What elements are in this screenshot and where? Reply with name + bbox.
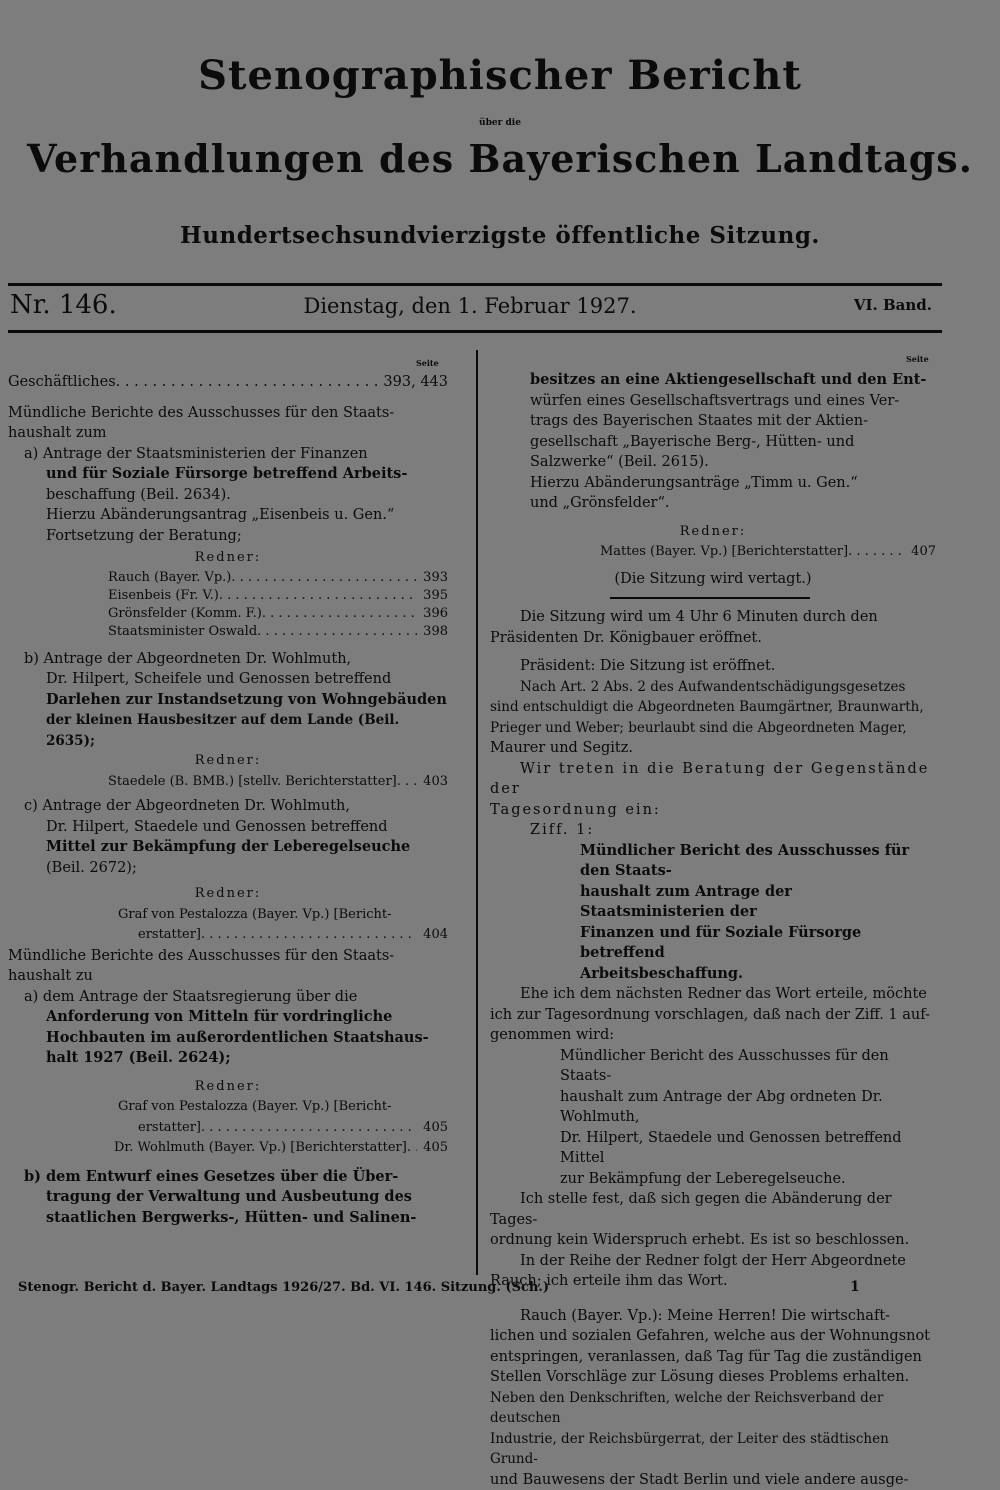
- agenda-item-b: Darlehen zur Instandsetzung von Wohngebäuden: [8, 690, 448, 711]
- agenda-item-b: Dr. Hilpert, Scheifele und Genossen betreffend: [8, 669, 448, 690]
- redner-heading: Redner:: [8, 548, 448, 569]
- body-text: genommen wird:: [490, 1025, 936, 1046]
- inserted-item: [490, 1046, 936, 1190]
- text-line: Hierzu Abänderungsanträge „Timm u. Gen.“: [530, 473, 936, 494]
- opening-text: Die Sitzung wird um 4 Uhr 6 Minuten durch den: [490, 607, 936, 628]
- column-divider: [476, 350, 478, 1275]
- speech-text: Rauch (Bayer. Vp.): Meine Herren! Die wirtschaft-: [490, 1306, 936, 1327]
- left-column: [8, 372, 448, 1228]
- toc-entry: Geschäftliches . . . 393, 443: [8, 372, 448, 393]
- text-line: Finanzen und für Soziale Fürsorge betreffend: [580, 923, 936, 964]
- president-statement: Nach Art. 2 Abs. 2 des Aufwandentschädigungsgesetzes: [490, 677, 936, 698]
- agenda-item-2a: halt 1927 (Beil. 2624);: [8, 1048, 448, 1069]
- speaker-list: [8, 569, 448, 641]
- agenda-item-a: und für Soziale Fürsorge betreffend Arbeits-: [8, 464, 448, 485]
- top-rule: [8, 283, 942, 286]
- ziff-label: Ziff. 1:: [490, 820, 936, 841]
- text-line: Mündlicher Bericht des Ausschusses für den Staats-: [560, 1046, 936, 1087]
- speaker-entry: erstatter] . . . 405: [8, 1118, 448, 1139]
- speaker-entry: Graf von Pestalozza (Bayer. Vp.) [Bericht-: [8, 905, 448, 926]
- agenda-continuation: [490, 370, 936, 514]
- agenda-item-c: (Beil. 2672);: [8, 858, 448, 879]
- section-heading: haushalt zum: [8, 423, 448, 444]
- section-heading: Mündliche Berichte des Ausschusses für den Staats-: [8, 403, 448, 424]
- president-statement: sind entschuldigt die Abgeordneten Baumgärtner, Braunwarth,: [490, 697, 936, 718]
- agenda-intro: Tagesordnung ein:: [490, 800, 936, 821]
- right-column: [490, 370, 936, 1490]
- body-text: ich zur Tagesordnung vorschlagen, daß nach der Ziff. 1 auf-: [490, 1005, 936, 1026]
- text-line: und „Grönsfelder“.: [530, 493, 936, 514]
- speech-text: und Bauwesens der Stadt Berlin und viele andere ausge-: [490, 1470, 936, 1490]
- text-line: zur Bekämpfung der Leberegelseuche.: [560, 1169, 936, 1190]
- text-line: gesellschaft „Bayerische Berg-, Hütten- und: [530, 432, 936, 453]
- ziff-text: [490, 841, 936, 985]
- section-heading: Mündliche Berichte des Ausschusses für den Staats-: [8, 946, 448, 967]
- president-statement: Präsident: Die Sitzung ist eröffnet.: [490, 656, 936, 677]
- speaker-entry: Staedele (B. BMB.) [stellv. Berichterstatter] . . . 403: [8, 772, 448, 793]
- section-heading: haushalt zu: [8, 966, 448, 987]
- issue-number: Nr. 146.: [10, 290, 117, 320]
- body-text: In der Reihe der Redner folgt der Herr Abgeordnete: [490, 1251, 936, 1272]
- speaker-entry: Grönsfelder (Komm. F.) . . . 396: [108, 605, 448, 623]
- text-line: Salzwerke“ (Beil. 2615).: [530, 452, 936, 473]
- agenda-item-a: a) Antrage der Staatsministerien der Finanzen: [8, 444, 448, 465]
- president-statement: Maurer und Segitz.: [490, 738, 936, 759]
- document-subtitle: Verhandlungen des Bayerischen Landtags.: [0, 136, 1000, 181]
- text-line: besitzes an eine Aktiengesellschaft und den Ent-: [530, 370, 936, 391]
- body-text: Ehe ich dem nächsten Redner das Wort erteile, möchte: [490, 984, 936, 1005]
- text-line: haushalt zum Antrage der Staatsministerien der: [580, 882, 936, 923]
- seite-label-left: Seite: [416, 358, 439, 368]
- text-line: Dr. Hilpert, Staedele und Genossen betreffend Mittel: [560, 1128, 936, 1169]
- header-bottom-rule: [8, 330, 942, 333]
- speech-text: entspringen, veranlassen, daß Tag für Tag die zuständigen: [490, 1347, 936, 1368]
- speech-text: Stellen Vorschläge zur Lösung dieses Problems erhalten.: [490, 1367, 936, 1388]
- speech-text: Industrie, der Reichsbürgerrat, der Leiter des städtischen Grund-: [490, 1429, 936, 1470]
- agenda-item-a: Hierzu Abänderungsantrag „Eisenbeis u. Gen.“: [8, 505, 448, 526]
- speaker-entry: erstatter] . . . 404: [8, 925, 448, 946]
- agenda-item-2b: staatlichen Bergwerks-, Hütten- und Salinen-: [8, 1208, 448, 1229]
- title-connector: über die: [0, 118, 1000, 128]
- speech-text: Neben den Denkschriften, welche der Reichsverband der deutschen: [490, 1388, 936, 1429]
- text-line: würfen eines Gesellschaftsvertrags und eines Ver-: [530, 391, 936, 412]
- agenda-item-a: beschaffung (Beil. 2634).: [8, 485, 448, 506]
- speaker-entry: Mattes (Bayer. Vp.) [Berichterstatter] . . . 407: [490, 542, 936, 563]
- page-footer: Stenogr. Bericht d. Bayer. Landtags 1926/27. Bd. VI. 146. Sitzung. (Sch.): [18, 1280, 549, 1295]
- agenda-item-2a: a) dem Antrage der Staatsregierung über die: [8, 987, 448, 1008]
- agenda-item-2a: Anforderung von Mitteln für vordringliche: [8, 1007, 448, 1028]
- agenda-item-2a: Hochbauten im außerordentlichen Staatshaus-: [8, 1028, 448, 1049]
- agenda-item-2b: b) dem Entwurf eines Gesetzes über die Über-: [8, 1167, 448, 1188]
- body-text: Rauch; ich erteile ihm das Wort.: [490, 1271, 936, 1292]
- speaker-entry: Staatsminister Oswald . . . 398: [108, 623, 448, 641]
- agenda-item-c: Mittel zur Bekämpfung der Leberegelseuche: [8, 837, 448, 858]
- agenda-item-b: b) Antrage der Abgeordneten Dr. Wohlmuth,: [8, 649, 448, 670]
- section-rule: [610, 597, 810, 599]
- volume-label: VI. Band.: [840, 296, 932, 314]
- issue-date: Dienstag, den 1. Februar 1927.: [300, 294, 640, 318]
- text-line: haushalt zum Antrage der Abg ordneten Dr. Wohlmuth,: [560, 1087, 936, 1128]
- document-title: Stenographischer Bericht: [0, 52, 1000, 99]
- speaker-entry: Dr. Wohlmuth (Bayer. Vp.) [Berichterstatter] . . . 405: [8, 1138, 448, 1159]
- body-text: Ich stelle fest, daß sich gegen die Abänderung der Tages-: [490, 1189, 936, 1230]
- agenda-item-c: Dr. Hilpert, Staedele und Genossen betreffend: [8, 817, 448, 838]
- redner-heading: Redner:: [490, 522, 936, 543]
- president-statement: Prieger und Weber; beurlaubt sind die Abgeordneten Mager,: [490, 718, 936, 739]
- redner-heading: Redner:: [8, 1077, 448, 1098]
- speaker-entry: Eisenbeis (Fr. V.) . . . 395: [108, 587, 448, 605]
- text-line: Arbeitsbeschaffung.: [580, 964, 936, 985]
- body-text: ordnung kein Widerspruch erhebt. Es ist so beschlossen.: [490, 1230, 936, 1251]
- session-title: Hundertsechsundvierzigste öffentliche Sitzung.: [0, 222, 1000, 249]
- agenda-item-a: Fortsetzung der Beratung;: [8, 526, 448, 547]
- agenda-item-b: der kleinen Hausbesitzer auf dem Lande (Beil. 2635);: [8, 710, 448, 751]
- text-line: Mündlicher Bericht des Ausschusses für den Staats-: [580, 841, 936, 882]
- redner-heading: Redner:: [8, 884, 448, 905]
- opening-text: Präsidenten Dr. Königbauer eröffnet.: [490, 628, 936, 649]
- speaker-entry: Rauch (Bayer. Vp.) . . . 393: [108, 569, 448, 587]
- agenda-item-2b: tragung der Verwaltung und Ausbeutung des: [8, 1187, 448, 1208]
- speaker-entry: Graf von Pestalozza (Bayer. Vp.) [Bericht-: [8, 1097, 448, 1118]
- speech-text: lichen und sozialen Gefahren, welche aus der Wohnungsnot: [490, 1326, 936, 1347]
- page-number: 1: [850, 1279, 860, 1295]
- text-line: trags des Bayerischen Staates mit der Aktien-: [530, 411, 936, 432]
- redner-heading: Redner:: [8, 751, 448, 772]
- agenda-item-c: c) Antrage der Abgeordneten Dr. Wohlmuth,: [8, 796, 448, 817]
- agenda-intro: Wir treten in die Beratung der Gegenstände der: [490, 759, 936, 800]
- seite-label-right: Seite: [906, 354, 929, 364]
- adjourned-note: (Die Sitzung wird vertagt.): [490, 569, 936, 590]
